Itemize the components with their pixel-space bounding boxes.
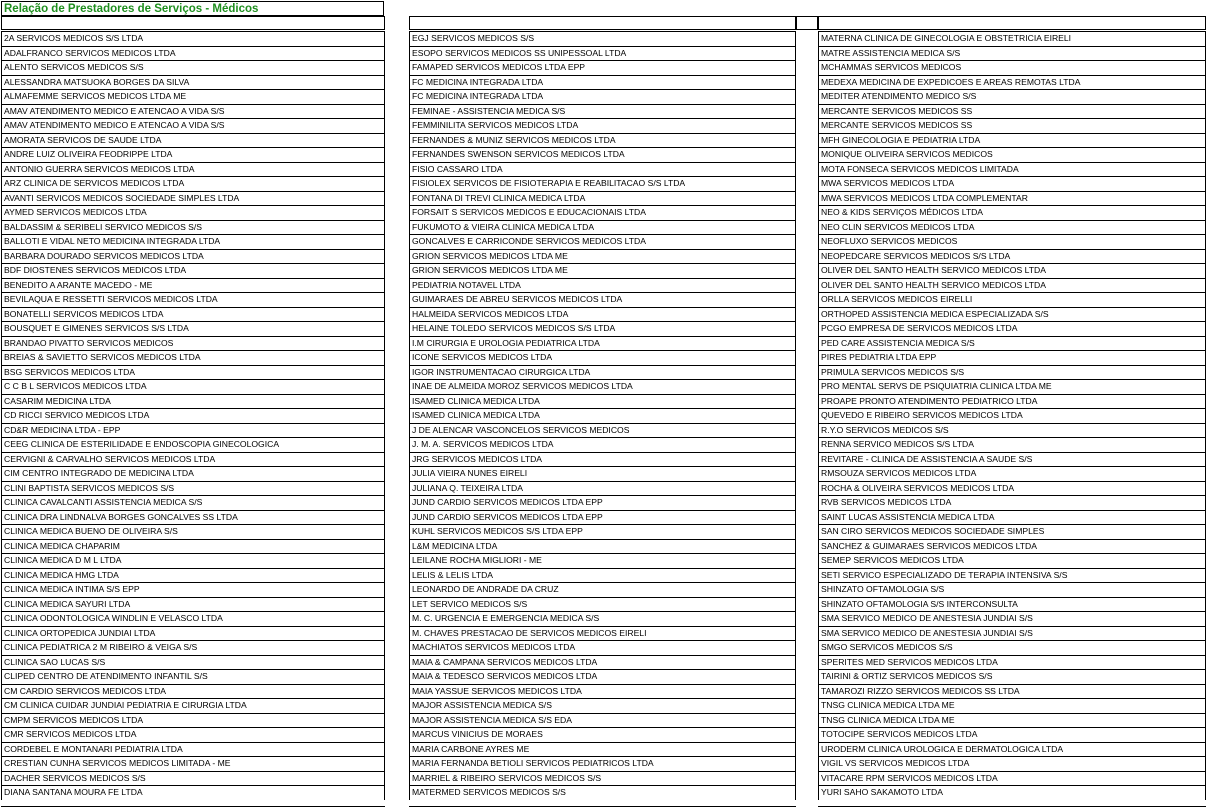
provider-name-cell[interactable]: MCHAMMAS SERVICOS MEDICOS [818,60,1206,75]
provider-name-cell[interactable]: PCGO EMPRESA DE SERVICOS MEDICOS LTDA [818,321,1206,336]
provider-name-cell[interactable]: TNSG CLINICA MEDICA LTDA ME [818,713,1206,728]
provider-name-cell[interactable]: QUEVEDO E RIBEIRO SERVICOS MEDICOS LTDA [818,408,1206,423]
provider-name-cell[interactable]: CLINICA ORTOPEDICA JUNDIAI LTDA [1,626,385,641]
table-row [0,307,1208,322]
provider-name-cell[interactable]: CLIPED CENTRO DE ATENDIMENTO INFANTIL S/S [1,669,385,684]
provider-name-cell[interactable]: ALMAFEMME SERVICOS MEDICOS LTDA ME [1,89,385,104]
provider-name-cell[interactable]: MEDEXA MEDICINA DE EXPEDICOES E AREAS REMOTAS LTDA [818,75,1206,90]
table-row [0,162,1208,177]
provider-name-cell[interactable]: GONCALVES E CARRICONDE SERVICOS MEDICOS LTDA [409,234,796,249]
provider-name-cell[interactable]: ALENTO SERVICOS MEDICOS S/S [1,60,385,75]
provider-name-cell[interactable]: CM CLINICA CUIDAR JUNDIAI PEDIATRIA E CIRURGIA LTDA [1,698,385,713]
provider-name-cell[interactable]: MEDITER ATENDIMENTO MEDICO S/S [818,89,1206,104]
provider-name-cell[interactable]: LEONARDO DE ANDRADE DA CRUZ [409,582,796,597]
table-row [0,379,1208,394]
provider-name-cell[interactable]: GRION SERVICOS MEDICOS LTDA ME [409,263,796,278]
provider-name-cell[interactable]: FUKUMOTO & VIEIRA CLINICA MEDICA LTDA [409,220,796,235]
provider-name-cell[interactable]: CLINICA SAO LUCAS S/S [1,655,385,670]
table-row [0,452,1208,467]
provider-name-cell[interactable]: CLINICA MEDICA CHAPARIM [1,539,385,554]
provider-name-cell[interactable]: MACHIATOS SERVICOS MEDICOS LTDA [409,640,796,655]
provider-name-cell[interactable]: CLINICA DRA LINDNALVA BORGES GONCALVES SS LTDA [1,510,385,525]
provider-name-cell[interactable]: CLINICA ODONTOLOGICA WINDLIN E VELASCO LTDA [1,611,385,626]
table-row [0,118,1208,133]
table-row [0,46,1208,61]
table-row [0,785,1208,800]
table-row [0,133,1208,148]
table-row [0,292,1208,307]
provider-name-cell[interactable]: PROAPE PRONTO ATENDIMENTO PEDIATRICO LTDA [818,394,1206,409]
provider-name-cell[interactable]: SMA SERVICO MEDICO DE ANESTESIA JUNDIAI S/S [818,626,1206,641]
table-row [0,365,1208,380]
provider-name-cell[interactable]: LELIS & LELIS LTDA [409,568,796,583]
provider-name-cell[interactable]: GUIMARAES DE ABREU SERVICOS MEDICOS LTDA [409,292,796,307]
table-bottom-border-2 [409,806,796,807]
provider-name-cell[interactable]: MERCANTE SERVICOS MEDICOS SS [818,118,1206,133]
provider-name-cell[interactable]: SETI SERVICO ESPECIALIZADO DE TERAPIA INTENSIVA S/S [818,568,1206,583]
provider-name-cell[interactable]: NEOFLUXO SERVICOS MEDICOS [818,234,1206,249]
provider-name-cell[interactable]: JRG SERVICOS MEDICOS LTDA [409,452,796,467]
provider-name-cell[interactable]: FISIOLEX SERVICOS DE FISIOTERAPIA E REABILITACAO S/S LTDA [409,176,796,191]
provider-name-cell[interactable]: CRESTIAN CUNHA SERVICOS MEDICOS LIMITADA - ME [1,756,385,771]
provider-name-cell[interactable]: OLIVER DEL SANTO HEALTH SERVICO MEDICOS LTDA [818,263,1206,278]
provider-name-cell[interactable]: PEDIATRIA NOTAVEL LTDA [409,278,796,293]
provider-name-cell[interactable]: MFH GINECOLOGIA E PEDIATRIA LTDA [818,133,1206,148]
provider-name-cell[interactable]: BOUSQUET E GIMENES SERVICOS S/S LTDA [1,321,385,336]
provider-name-cell[interactable]: CIM CENTRO INTEGRADO DE MEDICINA LTDA [1,466,385,481]
provider-name-cell[interactable]: PRIMULA SERVICOS MEDICOS S/S [818,365,1206,380]
table-row [0,350,1208,365]
table-row [0,510,1208,525]
table-row [0,89,1208,104]
provider-name-cell[interactable]: MAJOR ASSISTENCIA MEDICA S/S EDA [409,713,796,728]
table-row [0,582,1208,597]
table-row [0,626,1208,641]
table-row [0,553,1208,568]
provider-name-cell[interactable]: FISIO CASSARO LTDA [409,162,796,177]
table-row [0,771,1208,786]
provider-name-cell[interactable]: INAE DE ALMEIDA MOROZ SERVICOS MEDICOS LTDA [409,379,796,394]
provider-name-cell[interactable]: ROCHA & OLIVEIRA SERVICOS MEDICOS LTDA [818,481,1206,496]
provider-name-cell[interactable]: RMSOUZA SERVICOS MEDICOS LTDA [818,466,1206,481]
table-row [0,408,1208,423]
provider-name-cell[interactable]: RVB SERVICOS MEDICOS LTDA [818,495,1206,510]
table-row [0,539,1208,554]
provider-name-cell[interactable]: CORDEBEL E MONTANARI PEDIATRIA LTDA [1,742,385,757]
provider-name-cell[interactable]: BRANDAO PIVATTO SERVICOS MEDICOS [1,336,385,351]
provider-name-cell[interactable]: RENNA SERVICO MEDICOS S/S LTDA [818,437,1206,452]
provider-name-cell[interactable]: JUND CARDIO SERVICOS MEDICOS LTDA EPP [409,495,796,510]
provider-name-cell[interactable]: JUND CARDIO SERVICOS MEDICOS LTDA EPP [409,510,796,525]
provider-name-cell[interactable]: M. C. URGENCIA E EMERGENCIA MEDICA S/S [409,611,796,626]
provider-name-cell[interactable]: BDF DIOSTENES SERVICOS MEDICOS LTDA [1,263,385,278]
provider-name-cell[interactable]: CLINICA MEDICA BUENO DE OLIVEIRA S/S [1,524,385,539]
provider-name-cell[interactable]: SMGO SERVICOS MEDICOS S/S [818,640,1206,655]
provider-name-cell[interactable]: TAMAROZI RIZZO SERVICOS MEDICOS SS LTDA [818,684,1206,699]
provider-name-cell[interactable]: CLINI BAPTISTA SERVICOS MEDICOS S/S [1,481,385,496]
provider-name-cell[interactable]: ARZ CLINICA DE SERVICOS MEDICOS LTDA [1,176,385,191]
provider-name-cell[interactable]: ESOPO SERVICOS MEDICOS SS UNIPESSOAL LTDA [409,46,796,61]
table-row [0,321,1208,336]
provider-name-cell[interactable]: OLIVER DEL SANTO HEALTH SERVICO MEDICOS LTDA [818,278,1206,293]
provider-name-cell[interactable]: GRION SERVICOS MEDICOS LTDA ME [409,249,796,264]
table-row [0,495,1208,510]
provider-name-cell[interactable]: CASARIM MEDICINA LTDA [1,394,385,409]
provider-name-cell[interactable]: SANCHEZ & GUIMARAES SERVICOS MEDICOS LTDA [818,539,1206,554]
provider-name-cell[interactable]: C C B L SERVICOS MEDICOS LTDA [1,379,385,394]
provider-name-cell[interactable]: ICONE SERVICOS MEDICOS LTDA [409,350,796,365]
provider-name-cell[interactable]: PIRES PEDIATRIA LTDA EPP [818,350,1206,365]
table-bottom-border-1 [1,806,385,807]
provider-name-cell[interactable]: MATERNA CLINICA DE GINECOLOGIA E OBSTETRICIA EIRELI [818,31,1206,46]
table-row [0,698,1208,713]
table-row [0,597,1208,612]
blank-cell-3[interactable] [818,16,1206,30]
provider-name-cell[interactable]: LEILANE ROCHA MIGLIORI - ME [409,553,796,568]
table-row [0,75,1208,90]
provider-name-cell[interactable]: URODERM CLINICA UROLOGICA E DERMATOLOGICA LTDA [818,742,1206,757]
provider-name-cell[interactable]: HALMEIDA SERVICOS MEDICOS LTDA [409,307,796,322]
provider-name-cell[interactable]: FERNANDES SWENSON SERVICOS MEDICOS LTDA [409,147,796,162]
provider-name-cell[interactable]: MARCUS VINICIUS DE MORAES [409,727,796,742]
provider-name-cell[interactable]: SAINT LUCAS ASSISTENCIA MEDICA LTDA [818,510,1206,525]
provider-name-cell[interactable]: SMA SERVICO MEDICO DE ANESTESIA JUNDIAI S/S [818,611,1206,626]
table-row [0,31,1208,46]
provider-name-cell[interactable]: NEO & KIDS SERVIÇOS MÉDICOS LTDA [818,205,1206,220]
provider-name-cell[interactable]: SHINZATO OFTAMOLOGIA S/S INTERCONSULTA [818,597,1206,612]
table-row [0,437,1208,452]
provider-name-cell[interactable]: CLINICA MEDICA D M L LTDA [1,553,385,568]
sheet-title[interactable]: Relação de Prestadores de Serviços - Médicos [1,1,384,16]
provider-name-cell[interactable]: SAN CIRO SERVICOS MEDICOS SOCIEDADE SIMPLES [818,524,1206,539]
table-row [0,176,1208,191]
provider-name-cell[interactable]: CMR SERVICOS MEDICOS LTDA [1,727,385,742]
provider-name-cell[interactable]: BREIAS & SAVIETTO SERVICOS MEDICOS LTDA [1,350,385,365]
table-row [0,394,1208,409]
provider-name-cell[interactable]: MOTA FONSECA SERVICOS MEDICOS LIMITADA [818,162,1206,177]
provider-name-cell[interactable]: JULIANA Q. TEIXEIRA LTDA [409,481,796,496]
table-row [0,727,1208,742]
provider-name-cell[interactable]: AMAV ATENDIMENTO MEDICO E ATENCAO A VIDA S/S [1,118,385,133]
provider-name-cell[interactable]: ALESSANDRA MATSUOKA BORGES DA SILVA [1,75,385,90]
provider-name-cell[interactable]: AVANTI SERVICOS MEDICOS SOCIEDADE SIMPLES LTDA [1,191,385,206]
table-row [0,481,1208,496]
blank-cell-2[interactable] [409,16,796,30]
provider-name-cell[interactable]: AMAV ATENDIMENTO MEDICO E ATENCAO A VIDA S/S [1,104,385,119]
provider-name-cell[interactable]: PRO MENTAL SERVS DE PSIQUIATRIA CLINICA LTDA ME [818,379,1206,394]
provider-name-cell[interactable]: SHINZATO OFTAMOLOGIA S/S [818,582,1206,597]
table-row [0,713,1208,728]
table-row [0,524,1208,539]
table-row [0,104,1208,119]
provider-name-cell[interactable]: MAIA & TEDESCO SERVICOS MEDICOS LTDA [409,669,796,684]
table-row [0,191,1208,206]
provider-name-cell[interactable]: ORLLA SERVICOS MEDICOS EIRELLI [818,292,1206,307]
table-row [0,756,1208,771]
provider-name-cell[interactable]: MAIA & CAMPANA SERVICOS MEDICOS LTDA [409,655,796,670]
provider-name-cell[interactable]: FORSAIT S SERVICOS MEDICOS E EDUCACIONAIS LTDA [409,205,796,220]
provider-name-cell[interactable]: FONTANA DI TREVI CLINICA MEDICA LTDA [409,191,796,206]
table-row [0,263,1208,278]
blank-cell-gap[interactable] [796,16,818,30]
provider-name-cell[interactable]: ANDRE LUIZ OLIVEIRA FEODRIPPE LTDA [1,147,385,162]
provider-name-cell[interactable]: MAIA YASSUE SERVICOS MEDICOS LTDA [409,684,796,699]
table-row [0,655,1208,670]
provider-name-cell[interactable]: M. CHAVES PRESTACAO DE SERVICOS MEDICOS EIRELI [409,626,796,641]
provider-name-cell[interactable]: MARIA CARBONE AYRES ME [409,742,796,757]
provider-name-cell[interactable]: ORTHOPED ASSISTENCIA MEDICA ESPECIALIZADA S/S [818,307,1206,322]
provider-name-cell[interactable]: NEO CLIN SERVICOS MEDICOS LTDA [818,220,1206,235]
provider-name-cell[interactable]: TOTOCIPE SERVICOS MEDICOS LTDA [818,727,1206,742]
provider-name-cell[interactable]: FC MEDICINA INTEGRADA LTDA [409,75,796,90]
table-row [0,336,1208,351]
provider-name-cell[interactable]: IGOR INSTRUMENTACAO CIRURGICA LTDA [409,365,796,380]
provider-name-cell[interactable]: CD&R MEDICINA LTDA - EPP [1,423,385,438]
provider-name-cell[interactable]: HELAINE TOLEDO SERVICOS MEDICOS S/S LTDA [409,321,796,336]
provider-name-cell[interactable]: JULIA VIEIRA NUNES EIRELI [409,466,796,481]
provider-name-cell[interactable]: AYMED SERVICOS MEDICOS LTDA [1,205,385,220]
provider-name-cell[interactable]: R.Y.O SERVICOS MEDICOS S/S [818,423,1206,438]
provider-name-cell[interactable]: DACHER SERVICOS MEDICOS S/S [1,771,385,786]
provider-name-cell[interactable]: L&M MEDICINA LTDA [409,539,796,554]
provider-name-cell[interactable]: REVITARE - CLINICA DE ASSISTENCIA A SAUDE S/S [818,452,1206,467]
provider-name-cell[interactable]: ADALFRANCO SERVICOS MEDICOS LTDA [1,46,385,61]
provider-name-cell[interactable]: EGJ SERVICOS MEDICOS S/S [409,31,796,46]
provider-name-cell[interactable]: BEVILAQUA E RESSETTI SERVICOS MEDICOS LTDA [1,292,385,307]
provider-name-cell[interactable]: DIANA SANTANA MOURA FE LTDA [1,785,385,800]
provider-name-cell[interactable]: KUHL SERVICOS MEDICOS S/S LTDA EPP [409,524,796,539]
provider-name-cell[interactable]: VITACARE RPM SERVICOS MEDICOS LTDA [818,771,1206,786]
table-row [0,278,1208,293]
table-row [0,205,1208,220]
blank-cell-1[interactable] [1,16,385,30]
title-row [0,0,1208,17]
provider-name-cell[interactable]: AMORATA SERVICOS DE SAUDE LTDA [1,133,385,148]
table-row [0,684,1208,699]
provider-name-cell[interactable]: J. M. A. SERVICOS MEDICOS LTDA [409,437,796,452]
table-row [0,220,1208,235]
table-row [0,669,1208,684]
table-row [0,742,1208,757]
provider-name-cell[interactable]: TNSG CLINICA MEDICA LTDA ME [818,698,1206,713]
provider-name-cell[interactable]: MATERMED SERVICOS MEDICOS S/S [409,785,796,800]
table-row [0,466,1208,481]
provider-name-cell[interactable]: 2A SERVICOS MEDICOS S/S LTDA [1,31,385,46]
provider-name-cell[interactable]: ANTONIO GUERRA SERVICOS MEDICOS LTDA [1,162,385,177]
provider-name-cell[interactable]: BALDASSIM & SERIBELI SERVICO MEDICOS S/S [1,220,385,235]
provider-name-cell[interactable]: TAIRINI & ORTIZ SERVICOS MEDICOS S/S [818,669,1206,684]
table-row [0,60,1208,75]
provider-name-cell[interactable]: FERNANDES & MUNIZ SERVICOS MEDICOS LTDA [409,133,796,148]
provider-name-cell[interactable]: J DE ALENCAR VASCONCELOS SERVICOS MEDICOS [409,423,796,438]
provider-name-cell[interactable]: SEMEP SERVICOS MEDICOS LTDA [818,553,1206,568]
provider-name-cell[interactable]: VIGIL VS SERVICOS MEDICOS LTDA [818,756,1206,771]
provider-name-cell[interactable]: FEMMINILITA SERVICOS MEDICOS LTDA [409,118,796,133]
provider-name-cell[interactable]: CLINICA CAVALCANTI ASSISTENCIA MEDICA S/S [1,495,385,510]
table-row [0,640,1208,655]
provider-name-cell[interactable]: BENEDITO A ARANTE MACEDO - ME [1,278,385,293]
provider-name-cell[interactable]: FC MEDICINA INTEGRADA LTDA [409,89,796,104]
provider-name-cell[interactable]: MATRE ASSISTENCIA MEDICA S/S [818,46,1206,61]
provider-name-cell[interactable]: MARIA FERNANDA BETIOLI SERVICOS PEDIATRICOS LTDA [409,756,796,771]
provider-name-cell[interactable]: CERVIGNI & CARVALHO SERVICOS MEDICOS LTDA [1,452,385,467]
table-row [0,423,1208,438]
provider-name-cell[interactable]: ISAMED CLINICA MEDICA LTDA [409,408,796,423]
provider-name-cell[interactable]: LET SERVICO MEDICOS S/S [409,597,796,612]
provider-name-cell[interactable]: CLINICA PEDIATRICA 2 M RIBEIRO & VEIGA S/S [1,640,385,655]
provider-name-cell[interactable]: CEEG CLINICA DE ESTERILIDADE E ENDOSCOPIA GINECOLOGICA [1,437,385,452]
provider-name-cell[interactable]: MERCANTE SERVICOS MEDICOS SS [818,104,1206,119]
provider-name-cell[interactable]: FEMINAE - ASSISTENCIA MEDICA S/S [409,104,796,119]
provider-name-cell[interactable]: MONIQUE OLIVEIRA SERVICOS MEDICOS [818,147,1206,162]
table-row [0,568,1208,583]
table-row [0,147,1208,162]
provider-name-cell[interactable]: NEOPEDCARE SERVICOS MEDICOS S/S LTDA [818,249,1206,264]
provider-name-cell[interactable]: CLINICA MEDICA SAYURI LTDA [1,597,385,612]
provider-name-cell[interactable]: MWA SERVICOS MEDICOS LTDA [818,176,1206,191]
provider-name-cell[interactable]: PED CARE ASSISTENCIA MEDICA S/S [818,336,1206,351]
provider-name-cell[interactable]: YURI SAHO SAKAMOTO LTDA [818,785,1206,800]
provider-name-cell[interactable]: CLINICA MEDICA INTIMA S/S EPP [1,582,385,597]
table-row [0,234,1208,249]
provider-table [0,31,1208,800]
provider-name-cell[interactable]: ISAMED CLINICA MEDICA LTDA [409,394,796,409]
provider-name-cell[interactable]: BONATELLI SERVICOS MEDICOS LTDA [1,307,385,322]
provider-name-cell[interactable]: MARRIEL & RIBEIRO SERVICOS MEDICOS S/S [409,771,796,786]
provider-name-cell[interactable]: CLINICA MEDICA HMG LTDA [1,568,385,583]
provider-name-cell[interactable]: CM CARDIO SERVICOS MEDICOS LTDA [1,684,385,699]
provider-name-cell[interactable]: CMPM SERVICOS MEDICOS LTDA [1,713,385,728]
blank-header-row [0,16,1208,30]
provider-name-cell[interactable]: BALLOTI E VIDAL NETO MEDICINA INTEGRADA LTDA [1,234,385,249]
provider-name-cell[interactable]: BARBARA DOURADO SERVICOS MEDICOS LTDA [1,249,385,264]
provider-name-cell[interactable]: SPERITES MED SERVICOS MEDICOS LTDA [818,655,1206,670]
provider-name-cell[interactable]: FAMAPED SERVICOS MEDICOS LTDA EPP [409,60,796,75]
table-row [0,249,1208,264]
provider-name-cell[interactable]: MAJOR ASSISTENCIA MEDICA S/S [409,698,796,713]
table-bottom-border-3 [818,806,1206,807]
table-row [0,611,1208,626]
provider-name-cell[interactable]: BSG SERVICOS MEDICOS LTDA [1,365,385,380]
provider-name-cell[interactable]: MWA SERVICOS MEDICOS LTDA COMPLEMENTAR [818,191,1206,206]
provider-name-cell[interactable]: CD RICCI SERVICO MEDICOS LTDA [1,408,385,423]
provider-name-cell[interactable]: I.M CIRURGIA E UROLOGIA PEDIATRICA LTDA [409,336,796,351]
